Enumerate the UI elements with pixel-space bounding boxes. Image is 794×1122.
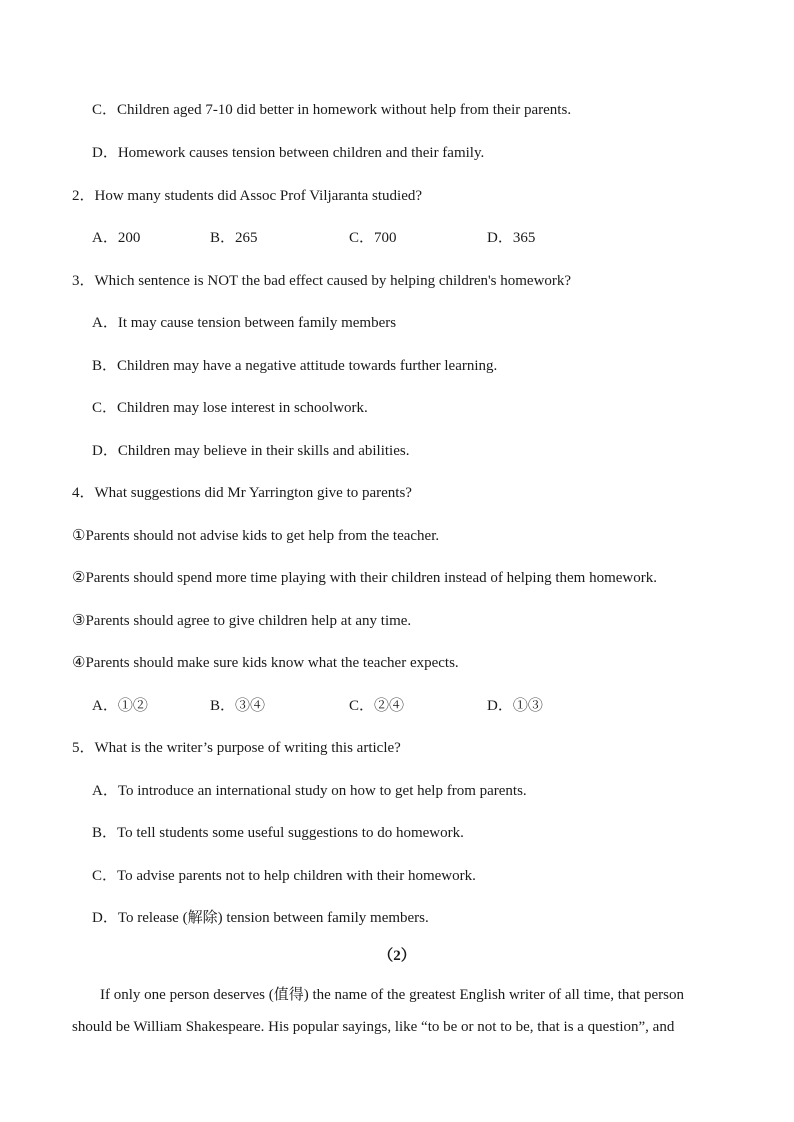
- q5-question: 5．What is the writer’s purpose of writing this article?: [72, 740, 401, 756]
- section-heading: （2）: [378, 948, 416, 964]
- q5-option-b: B．To tell students some useful suggestions to do homework.: [92, 825, 464, 841]
- q4-option-b: B．③④: [210, 698, 266, 714]
- q2-option-a: A．200: [92, 230, 141, 246]
- q4-statement-2: ②Parents should spend more time playing with their children instead of helping them homework.: [72, 570, 657, 586]
- q1-option-c: C．Children aged 7-10 did better in homework without help from their parents.: [92, 102, 572, 118]
- q3-option-a: A．It may cause tension between family members: [92, 315, 397, 331]
- q4-statement-4: ④Parents should make sure kids know what the teacher expects.: [72, 655, 459, 671]
- q4-options: [92, 696, 652, 716]
- q3-option-b: B．Children may have a negative attitude towards further learning.: [92, 358, 498, 374]
- q4-option-a: A．①②: [92, 698, 148, 714]
- q2-option-c: C．700: [349, 230, 397, 246]
- passage-line-2: should be William Shakespeare. His popular sayings, like “to be or not to be, that is a question”, and: [72, 1019, 675, 1035]
- q5-option-d: D．To release (解除) tension between family members.: [92, 910, 429, 926]
- q4-statement-1: ①Parents should not advise kids to get help from the teacher.: [72, 528, 440, 544]
- q3-question: 3．Which sentence is NOT the bad effect caused by helping children's homework?: [72, 273, 572, 289]
- q2-option-b: B．265: [210, 230, 258, 246]
- passage-line-1: If only one person deserves (值得) the name of the greatest English writer of all time, that person: [100, 987, 684, 1003]
- q2-option-d: D．365: [487, 230, 536, 246]
- q4-question: 4．What suggestions did Mr Yarrington give to parents?: [72, 485, 412, 501]
- q3-option-d: D．Children may believe in their skills and abilities.: [92, 443, 410, 459]
- q2-options: [92, 228, 652, 248]
- q5-option-a: A．To introduce an international study on how to get help from parents.: [92, 783, 527, 799]
- q2-question: 2．How many students did Assoc Prof Viljaranta studied?: [72, 188, 423, 204]
- q3-option-c: C．Children may lose interest in schoolwork.: [92, 400, 368, 416]
- q4-option-c: C．②④: [349, 698, 405, 714]
- q5-option-c: C．To advise parents not to help children with their homework.: [92, 868, 476, 884]
- q1-option-d: D．Homework causes tension between children and their family.: [92, 145, 485, 161]
- q4-statement-3: ③Parents should agree to give children help at any time.: [72, 613, 412, 629]
- q4-option-d: D．①③: [487, 698, 543, 714]
